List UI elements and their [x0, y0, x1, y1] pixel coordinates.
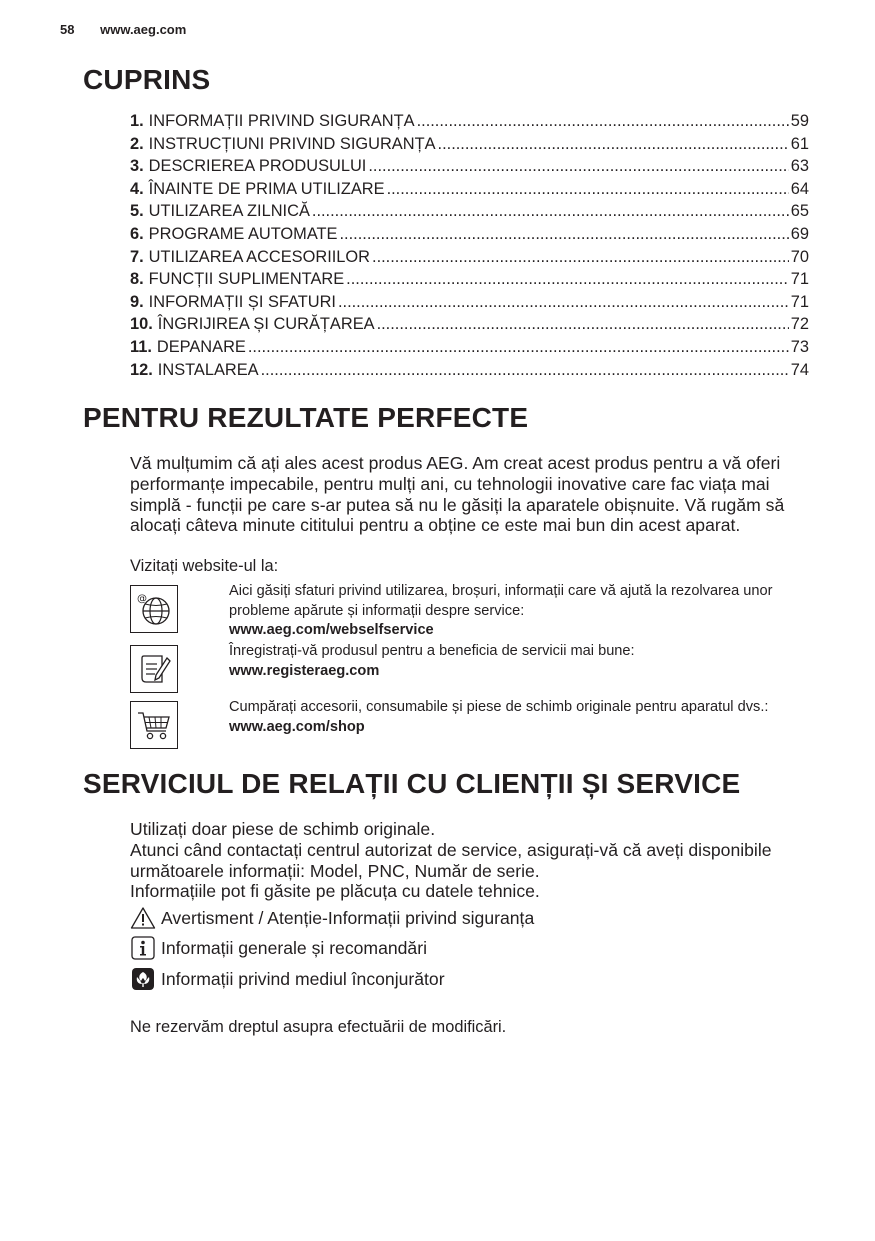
toc-item-number: 7. — [130, 247, 144, 266]
perfect-results-intro: Vă mulțumim că ați ales acest produs AEG. Am creat acest produs pentru a vă oferi performanțe impecabile, pentru mulți ani, cu tehnologii inovative care fac viața mai simplă - funcții pe care s-ar putea să nu le găsiți la aparatele obișnuite. Vă rugăm să alocați câteva minute cititului pentru a obține ce este mai bun din acest aparat. — [130, 453, 785, 536]
toc-item-label: DEPANARE — [156, 337, 246, 356]
toc-item-page: 71 — [790, 292, 809, 311]
toc-item-label: UTILIZAREA ZILNICĂ — [148, 202, 310, 221]
toc-item-page: 64 — [790, 179, 809, 198]
toc-item-number: 12. — [130, 360, 153, 379]
legend-warning-text: Avertisment / Atenție-Informații privind siguranța — [161, 907, 535, 928]
toc-item-label: DESCRIEREA PRODUSULUI — [148, 157, 367, 176]
shop-text: Cumpărați accesorii, consumabile și piese de schimb originale pentru aparatul dvs.: — [229, 699, 769, 715]
legend-environment — [130, 967, 445, 991]
toc-item-4[interactable] — [130, 178, 809, 201]
toc-item-number: 6. — [130, 224, 144, 243]
toc-item-page: 71 — [790, 270, 809, 289]
toc-item-page: 72 — [790, 315, 809, 334]
toc-item-page: 59 — [790, 112, 809, 130]
toc-title: CUPRINS — [83, 64, 211, 95]
legend-warning — [130, 906, 534, 930]
toc-item-number: 8. — [130, 270, 144, 289]
rating-plate-note: Informațiile pot fi găsite pe plăcuța cu datele tehnice. — [130, 881, 540, 902]
toc-item-page: 70 — [790, 247, 809, 266]
warning-icon — [130, 906, 156, 930]
page-number: 58 — [60, 22, 75, 37]
register-info — [229, 642, 814, 681]
shop-info — [229, 698, 814, 737]
toc-item-label: ÎNGRIJIREA ȘI CURĂȚAREA — [157, 315, 375, 334]
toc-item-8[interactable] — [130, 268, 809, 291]
toc-item-10[interactable] — [130, 313, 809, 336]
toc-item-number: 4. — [130, 179, 144, 198]
original-parts-note: Utilizați doar piese de schimb originale. — [130, 819, 436, 839]
visit-website-label: Vizitați website-ul la: — [130, 557, 279, 575]
service-contact-note: Atunci când contactați centrul autorizat de service, asigurați-vă că aveți disponibile următoarele informații: Model, PNC, Număr de serie. — [130, 839, 772, 881]
info-icon — [130, 936, 156, 960]
globe-icon — [130, 585, 178, 633]
register-link[interactable]: www.registeraeg.com — [229, 662, 380, 679]
toc-item-2[interactable] — [130, 133, 809, 156]
shop-link[interactable]: www.aeg.com/shop — [229, 718, 365, 735]
toc-leader-dots — [346, 268, 789, 291]
toc-item-number: 1. — [130, 112, 144, 130]
toc-leader-dots — [387, 178, 789, 201]
toc-item-label: INFORMAȚII PRIVIND SIGURANȚA — [148, 112, 415, 130]
toc-leader-dots — [338, 291, 789, 314]
toc-item-9[interactable] — [130, 291, 809, 314]
toc-item-11[interactable] — [130, 336, 809, 359]
table-of-contents — [130, 110, 809, 381]
toc-leader-dots — [312, 200, 789, 223]
selfservice-info — [229, 582, 814, 641]
header-url[interactable]: www.aeg.com — [100, 22, 187, 37]
customer-service-text — [130, 819, 810, 902]
toc-item-number: 2. — [130, 134, 144, 153]
toc-item-number: 5. — [130, 202, 144, 221]
toc-item-number: 9. — [130, 292, 144, 311]
shopping-cart-icon — [130, 701, 178, 749]
toc-item-page: 74 — [790, 360, 809, 379]
toc-item-1[interactable] — [130, 110, 809, 133]
selfservice-text: Aici găsiți sfaturi privind utilizarea, broșuri, informații care vă ajută la rezolvarea unor probleme apărute și informații despre service: — [229, 583, 773, 619]
register-text: Înregistrați-vă produsul pentru a beneficia de servicii mai bune: — [229, 643, 635, 659]
perfect-results-title: PENTRU REZULTATE PERFECTE — [83, 402, 529, 433]
toc-item-label: PROGRAME AUTOMATE — [148, 224, 338, 243]
toc-item-6[interactable] — [130, 223, 809, 246]
toc-item-page: 63 — [790, 157, 809, 176]
toc-leader-dots — [340, 223, 789, 246]
page-header — [60, 22, 186, 37]
selfservice-link[interactable]: www.aeg.com/webselfservice — [229, 622, 434, 639]
toc-item-page: 61 — [790, 134, 809, 153]
toc-item-7[interactable] — [130, 246, 809, 269]
toc-item-3[interactable] — [130, 155, 809, 178]
toc-item-page: 73 — [790, 337, 809, 356]
toc-leader-dots — [368, 155, 788, 178]
toc-item-page: 69 — [790, 224, 809, 243]
toc-leader-dots — [438, 133, 789, 156]
toc-item-page: 65 — [790, 202, 809, 221]
environment-icon — [130, 967, 156, 991]
toc-leader-dots — [417, 110, 789, 133]
toc-item-label: INSTALAREA — [157, 360, 259, 379]
toc-item-label: ÎNAINTE DE PRIMA UTILIZARE — [148, 179, 385, 198]
toc-item-12[interactable] — [130, 359, 809, 382]
toc-leader-dots — [377, 313, 789, 336]
toc-item-number: 3. — [130, 157, 144, 176]
reserve-rights-note: Ne rezervăm dreptul asupra efectuării de modificări. — [130, 1018, 507, 1036]
register-document-icon — [130, 645, 178, 693]
legend-environment-text: Informații privind mediul înconjurător — [161, 968, 445, 989]
toc-item-number: 11. — [130, 337, 152, 356]
toc-item-label: FUNCȚII SUPLIMENTARE — [148, 270, 345, 289]
toc-leader-dots — [372, 246, 789, 269]
svg-text:@: @ — [137, 593, 147, 605]
legend-info-text: Informații generale și recomandări — [161, 937, 427, 958]
toc-item-label: INFORMAȚII ȘI SFATURI — [148, 292, 336, 311]
customer-service-title: SERVICIUL DE RELAȚII CU CLIENȚII ȘI SERVICE — [83, 768, 741, 799]
toc-leader-dots — [261, 359, 789, 382]
toc-item-5[interactable] — [130, 200, 809, 223]
legend-info — [130, 936, 427, 960]
toc-item-label: INSTRUCȚIUNI PRIVIND SIGURANȚA — [148, 134, 436, 153]
toc-item-label: UTILIZAREA ACCESORIILOR — [148, 247, 371, 266]
toc-item-number: 10. — [130, 315, 153, 334]
toc-leader-dots — [248, 336, 789, 359]
